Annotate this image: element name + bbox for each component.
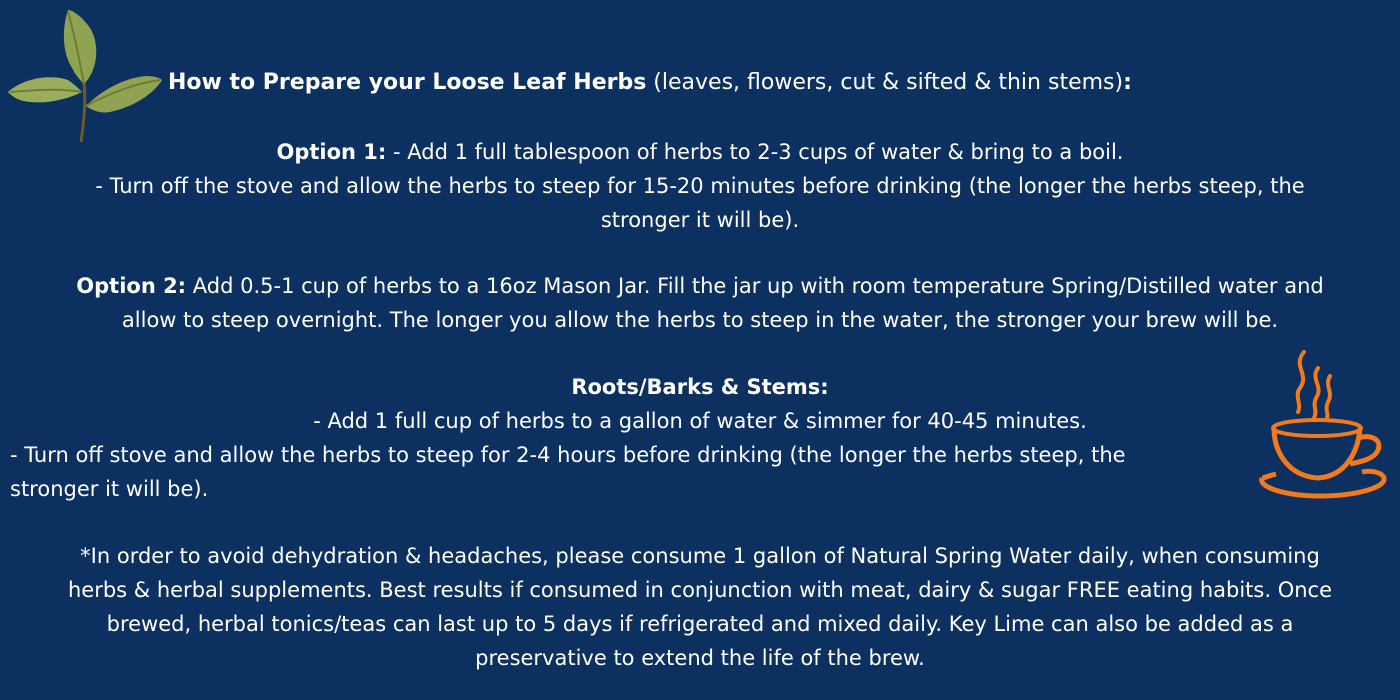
option-2-label: Option 2: (76, 274, 187, 298)
note-line-2: herbs & herbal supplements. Best results if consumed in conjunction with meat, dairy & sugar FREE eating habits. Once (67, 578, 1333, 602)
title-bold: How to Prepare your Loose Leaf Herbs (168, 70, 647, 95)
option-1-line-1 (0, 136, 1400, 169)
option-2-line-2: allow to steep overnight. The longer you allow the herbs to steep in the water, the stronger your brew will be. (121, 308, 1279, 332)
option-1-label: Option 1: (276, 140, 387, 164)
roots-line-2: - Turn off stove and allow the herbs to steep for 2-4 hours before drinking (the longer the herbs steep, the (10, 443, 1126, 467)
roots-heading: Roots/Barks & Stems: (571, 375, 829, 399)
steaming-tea-cup-icon (1254, 348, 1390, 500)
title-subtitle: (leaves, flowers, cut & sifted & thin stems) (646, 70, 1124, 95)
option-2-text: Add 0.5-1 cup of herbs to a 16oz Mason Jar. Fill the jar up with room temperature Spring/Distilled water and (186, 274, 1324, 298)
note-line-1: *In order to avoid dehydration & headaches, please consume 1 gallon of Natural Spring Water daily, when consuming (80, 544, 1320, 568)
option-1-line-2: - Turn off the stove and allow the herbs to steep for 15-20 minutes before drinking (the longer the herbs steep, the (95, 174, 1305, 198)
page-title (168, 66, 1132, 99)
tea-leaf-icon (6, 8, 164, 144)
roots-line-3: stronger it will be). (10, 477, 209, 501)
title-colon: : (1123, 70, 1132, 95)
option-2-line-1 (0, 270, 1400, 303)
roots-line-1: - Add 1 full cup of herbs to a gallon of water & simmer for 40-45 minutes. (313, 409, 1087, 433)
option-1-line-3: stronger it will be). (600, 208, 800, 232)
note-line-4: preservative to extend the life of the brew. (475, 646, 925, 670)
note-line-3: brewed, herbal tonics/teas can last up to 5 days if refrigerated and mixed daily. Key Lime can also be added as a (106, 612, 1294, 636)
option-1-text: - Add 1 full tablespoon of herbs to 2-3 cups of water & bring to a boil. (386, 140, 1124, 164)
